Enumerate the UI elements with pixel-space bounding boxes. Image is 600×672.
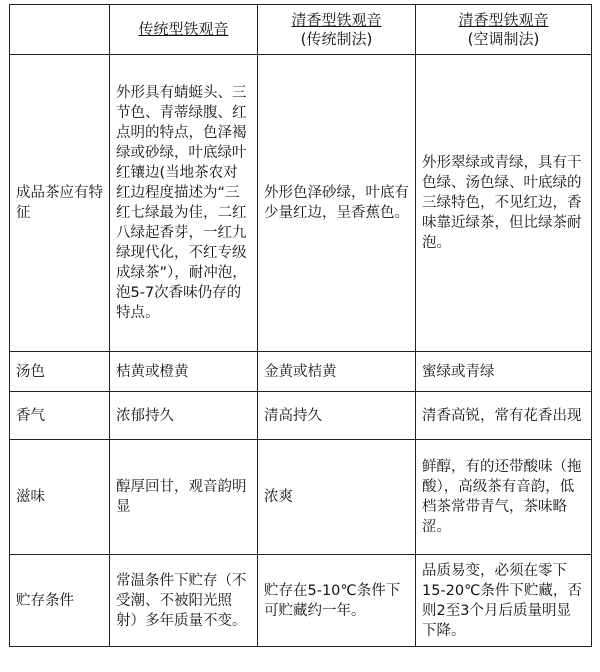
- header-subtitle: (传统制法): [300, 29, 373, 48]
- header-fragrant-aircon: [416, 5, 592, 55]
- table-row-broth-color: [10, 352, 592, 392]
- header-subtitle: (空调制法): [467, 29, 540, 48]
- table-cell: 浓爽: [258, 440, 416, 555]
- table-cell: 清高持久: [258, 392, 416, 440]
- table-row-features: [10, 55, 592, 352]
- table-cell: 浓郁持久: [110, 392, 258, 440]
- header-title: 清香型铁观音: [291, 10, 382, 29]
- table-cell: 醇厚回甘，观音韵明显: [110, 440, 258, 555]
- row-label: 汤色: [10, 352, 110, 392]
- header-corner-cell: [10, 5, 110, 55]
- table-cell: 蜜绿或青绿: [416, 352, 592, 392]
- table-cell: 外形色泽砂绿，叶底有少量红边，呈香蕉色。: [258, 55, 416, 352]
- header-title: 传统型铁观音: [138, 20, 229, 38]
- table-cell: 桔黄或橙黄: [110, 352, 258, 392]
- header-row: [10, 5, 592, 55]
- row-label: 滋味: [10, 440, 110, 555]
- table-cell: 外形具有蜻蜓头、三节色、青蒂绿腹、红点明的特点，色泽褐绿或砂绿，叶底绿叶红镶边(当地茶农对红边程度描述为“三红七绿最为佳，二红八绿起香芽，一红九绿现代化，不红专级成绿茶”），耐冲泡，泡5-7次香味仍存的特点。: [110, 55, 258, 352]
- table-cell: 鲜醇，有的还带酸味（拖酸），高级茶有音韵，低档茶常带青气，茶味略涩。: [416, 440, 592, 555]
- table-cell: 外形翠绿或青绿，具有干色绿、汤色绿、叶底绿的三绿特色，不见红边，香味靠近绿茶，但比绿茶耐泡。: [416, 55, 592, 352]
- table-row-storage: [10, 555, 592, 647]
- header-fragrant-traditional: [258, 5, 416, 55]
- table-cell: 贮存在5-10℃条件下可贮藏约一年。: [258, 555, 416, 647]
- table-cell: 常温条件下贮存（不受潮、不被阳光照射）多年质量不变。: [110, 555, 258, 647]
- header-traditional: [110, 5, 258, 55]
- row-label: 贮存条件: [10, 555, 110, 647]
- table-cell: 品质易变，必须在零下15-20℃条件下贮藏，否则2至3个月后质量明显下降。: [416, 555, 592, 647]
- table-cell: 金黄或桔黄: [258, 352, 416, 392]
- table-row-taste: [10, 440, 592, 555]
- table-cell: 清香高锐，常有花香出现: [416, 392, 592, 440]
- tea-comparison-table: [9, 4, 592, 647]
- table-row-aroma: [10, 392, 592, 440]
- header-title: 清香型铁观音: [458, 10, 549, 29]
- row-label: 香气: [10, 392, 110, 440]
- row-label: 成品茶应有特征: [10, 55, 110, 352]
